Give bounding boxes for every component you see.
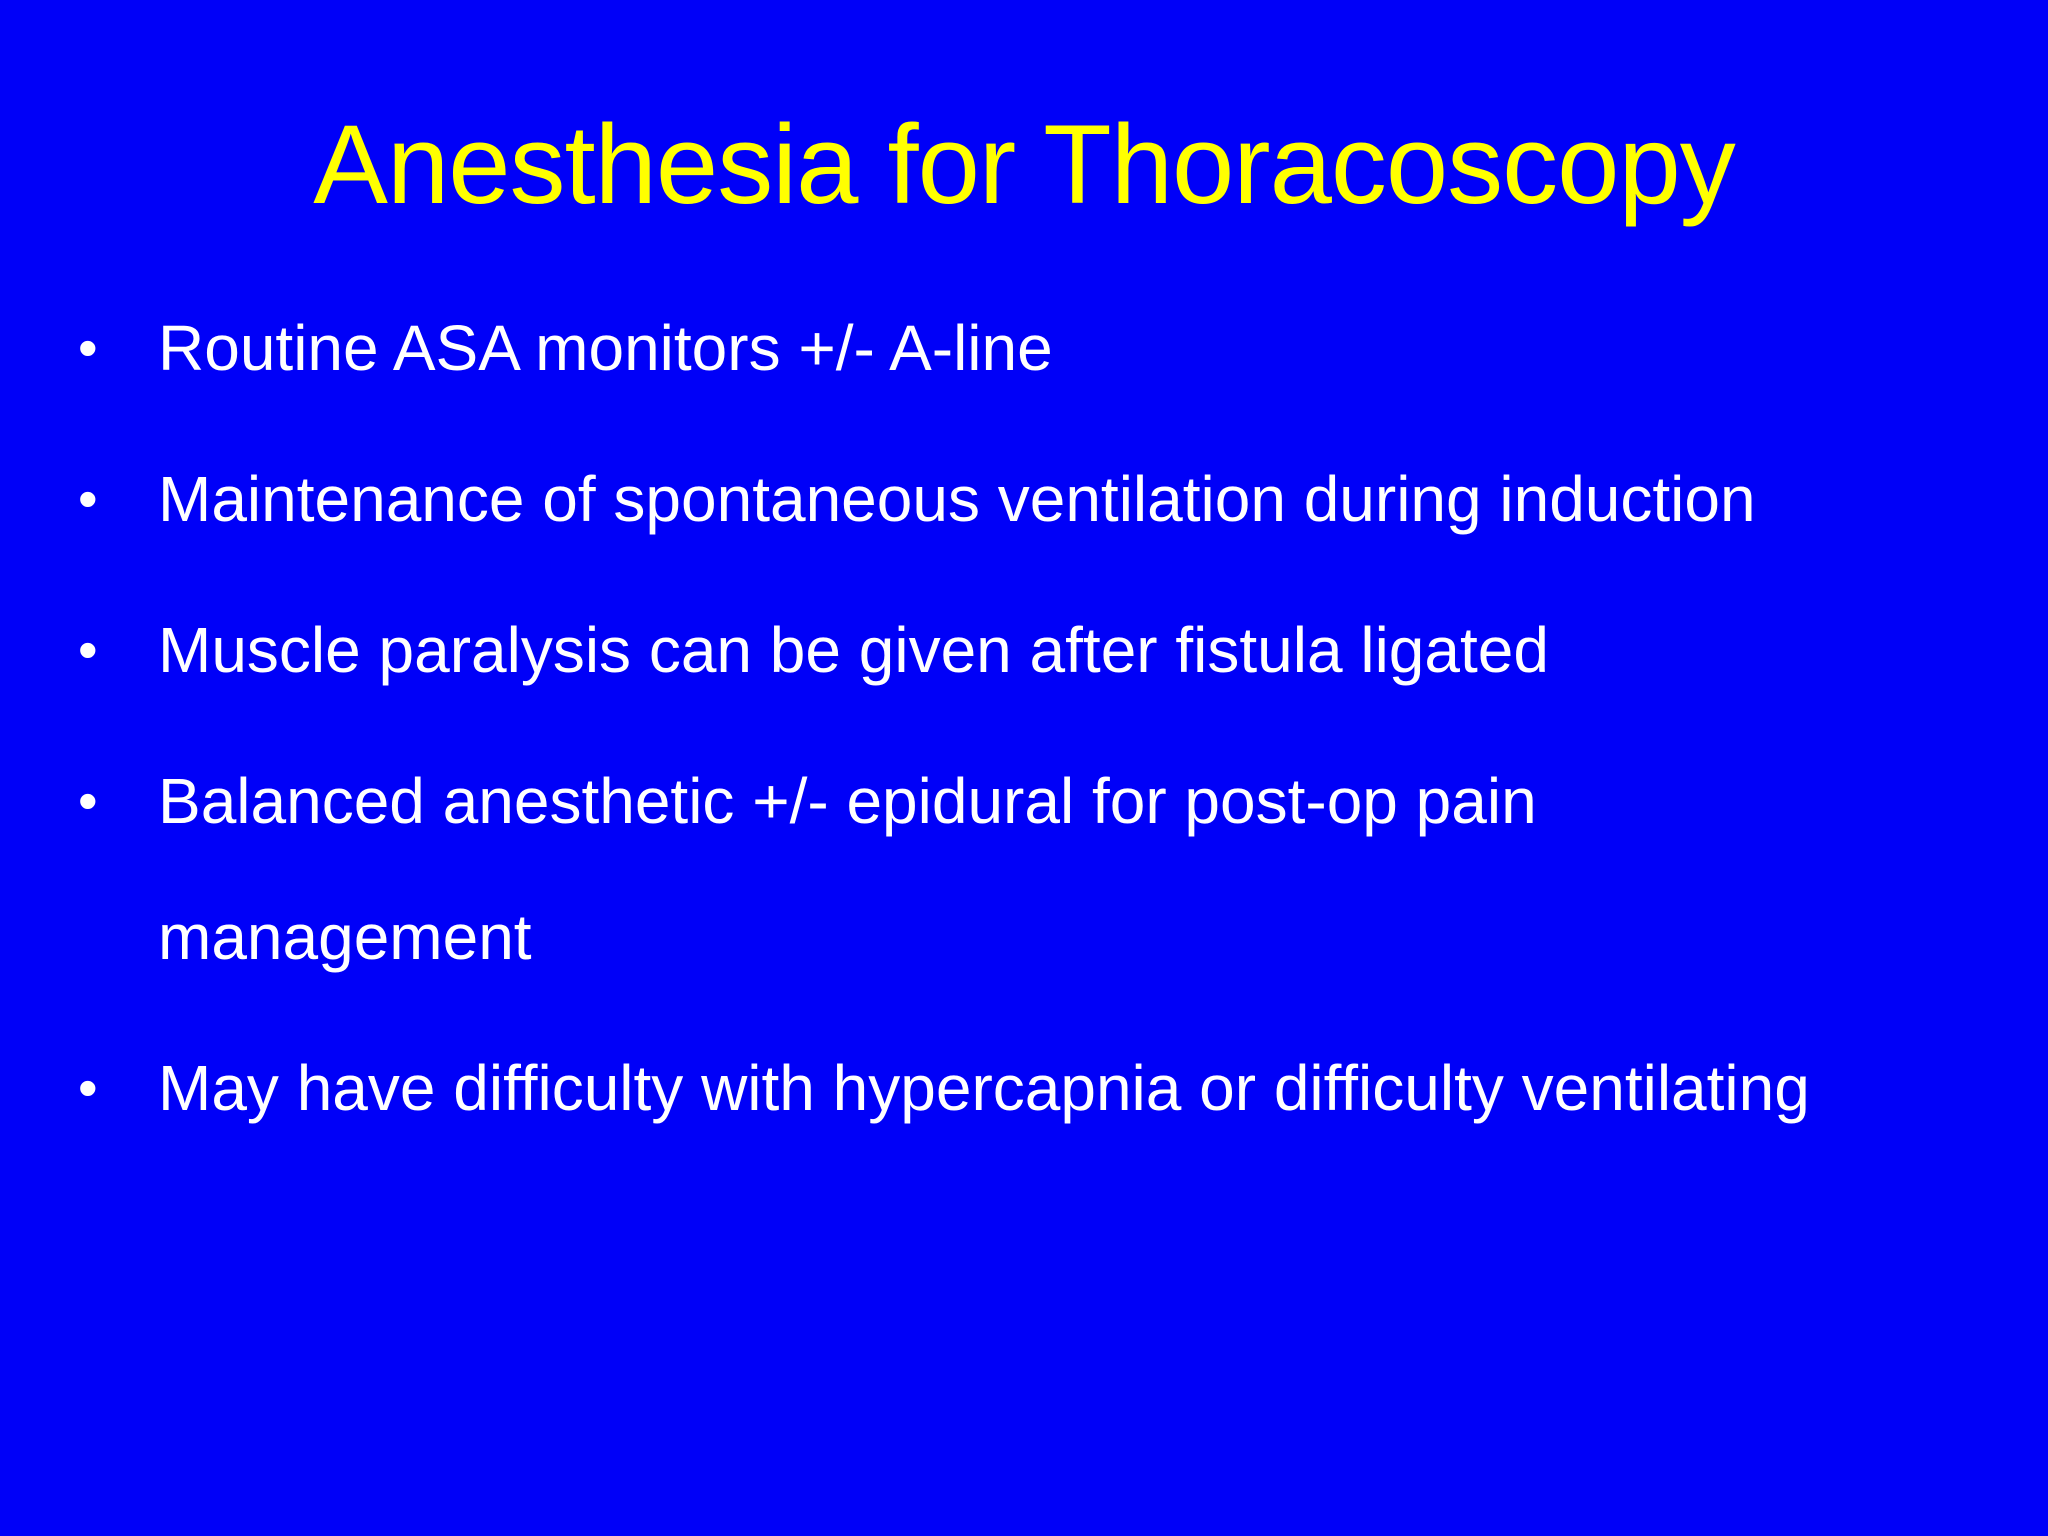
bullet-item xyxy=(0,582,2048,718)
bullet-text: May have difficulty with hypercapnia or difficulty ventilating xyxy=(158,1052,1810,1124)
slide-title: Anesthesia for Thoracoscopy xyxy=(313,102,1735,227)
bullet-item xyxy=(0,733,1758,1005)
bullet-text: Maintenance of spontaneous ventilation during induction xyxy=(158,463,1756,535)
bullet-text: Muscle paralysis can be given after fistula ligated xyxy=(158,614,1549,686)
bullet-item xyxy=(0,280,2048,416)
bullet-text: Routine ASA monitors +/- A-line xyxy=(158,312,1053,384)
bullet-marker: • xyxy=(78,618,98,681)
bullet-item xyxy=(0,1020,2048,1156)
bullet-marker: • xyxy=(78,769,98,832)
bullet-marker: • xyxy=(78,467,98,530)
bullet-list xyxy=(0,280,2048,1171)
bullet-marker: • xyxy=(78,1056,98,1119)
bullet-text: Balanced anesthetic +/- epidural for post-op pain management xyxy=(158,765,1537,973)
bullet-item xyxy=(0,431,2048,567)
bullet-marker: • xyxy=(78,316,98,379)
